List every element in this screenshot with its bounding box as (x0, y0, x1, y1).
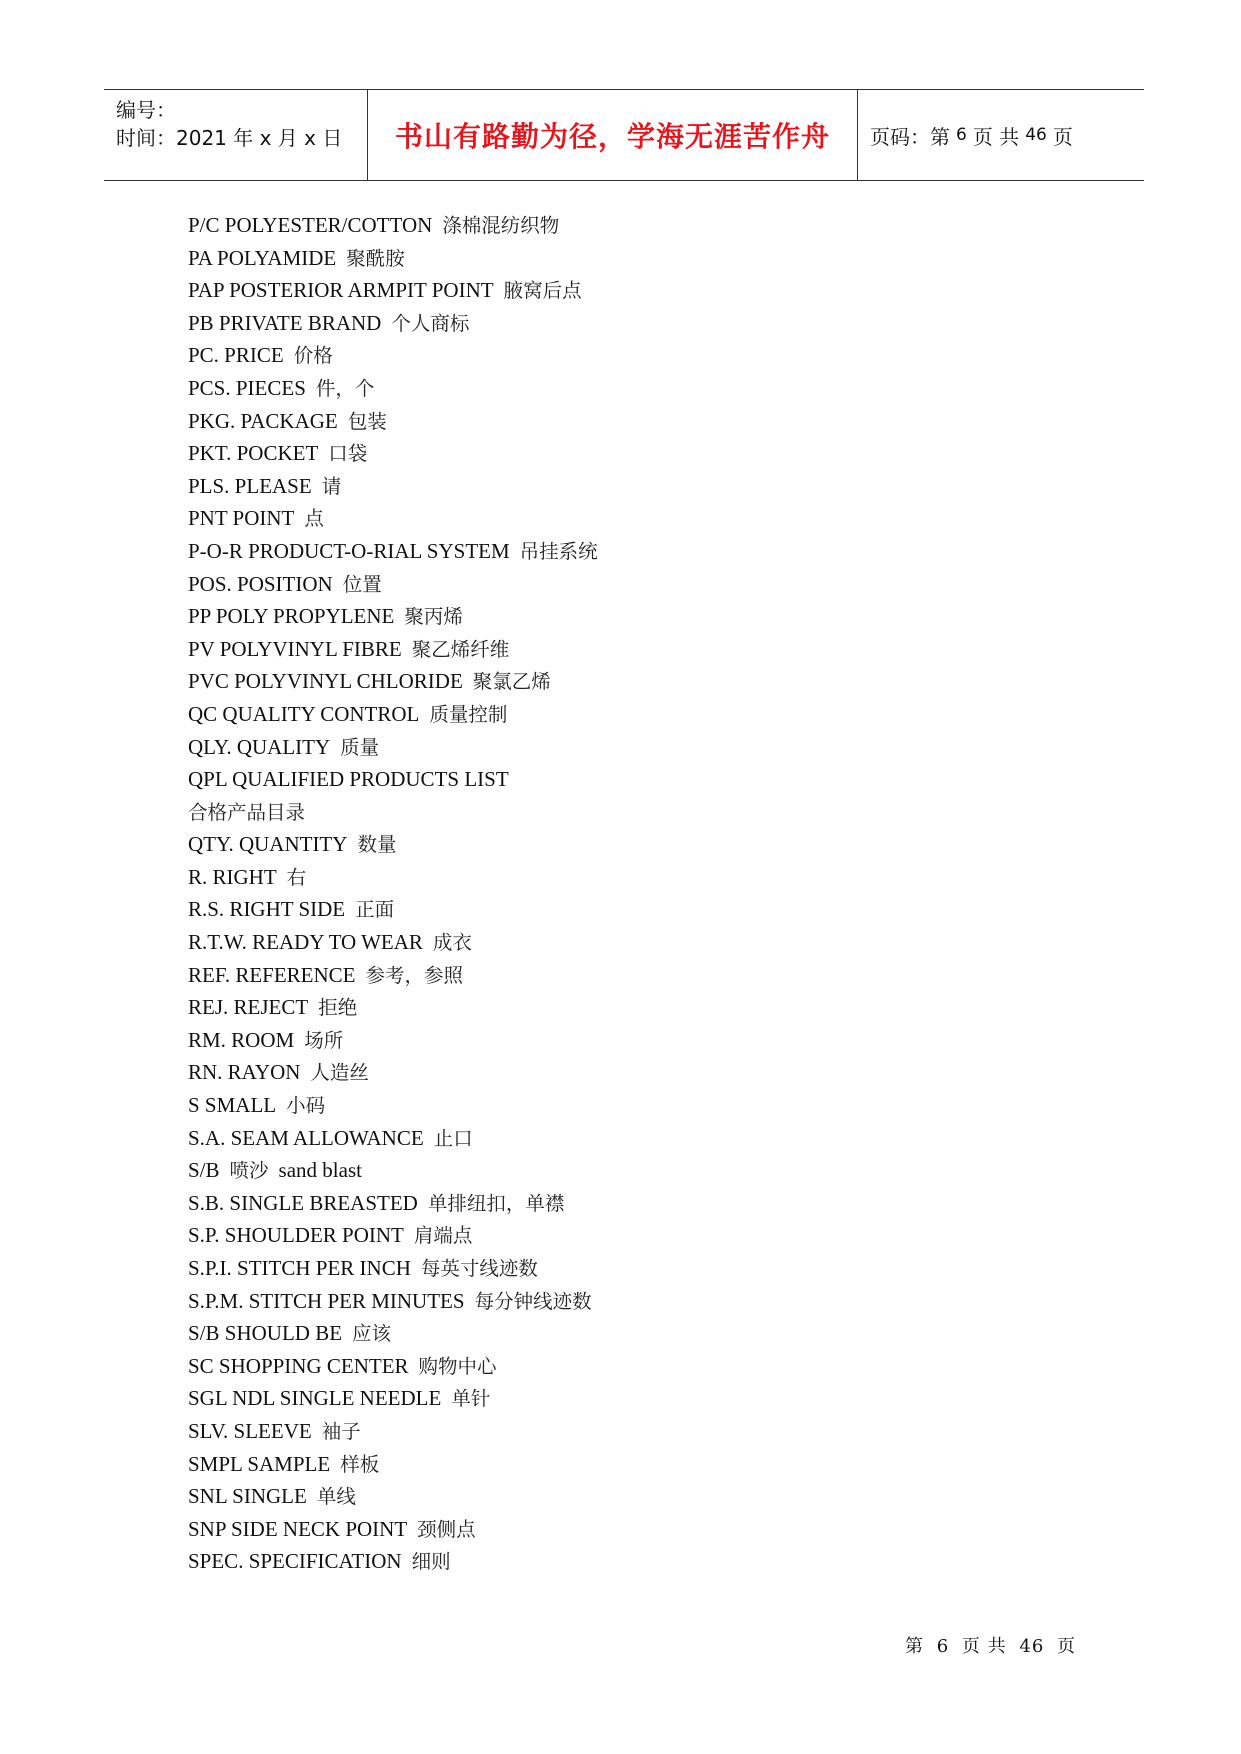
glossary-entry (188, 1513, 1088, 1546)
entry-translation: 质量控制 (429, 702, 508, 726)
glossary-entry (188, 1187, 1088, 1220)
glossary-entry (188, 1415, 1088, 1448)
entry-abbreviation: S/B (188, 1158, 220, 1183)
entry-abbreviation: PV POLYVINYL FIBRE (188, 636, 402, 661)
header-page-cell (858, 90, 1144, 180)
glossary-entry (188, 698, 1088, 731)
entry-translation: 正面 (355, 898, 395, 922)
entry-translation: 口袋 (328, 442, 368, 466)
entry-translation: 聚氯乙烯 (472, 670, 551, 694)
glossary-entry (188, 1382, 1088, 1415)
glossary-entry (188, 665, 1088, 698)
glossary-entry (188, 405, 1088, 438)
page-suffix: 页 (1052, 124, 1073, 149)
glossary-entry (188, 991, 1088, 1024)
glossary-entry (188, 470, 1088, 503)
entry-abbreviation: SPEC. SPECIFICATION (188, 1549, 402, 1574)
entry-translation: 位置 (342, 572, 382, 596)
footer-mid: 页 共 (961, 1636, 1007, 1657)
glossary-list (188, 209, 1088, 1589)
glossary-entry (188, 209, 1088, 242)
glossary-entry (188, 1089, 1088, 1122)
entry-translation: 样板 (340, 1452, 380, 1476)
entry-translation: 聚乙烯纤维 (411, 637, 510, 661)
entry-translation: 个人商标 (391, 311, 470, 335)
glossary-entry (188, 1285, 1088, 1318)
entry-abbreviation: QC QUALITY CONTROL (188, 701, 420, 726)
page-footer (905, 1632, 1082, 1658)
entry-abbreviation: PKT. POCKET (188, 441, 319, 466)
entry-abbreviation: SC SHOPPING CENTER (188, 1353, 409, 1378)
entry-translation: 点 (304, 507, 324, 531)
page-prefix: 页码：第 (870, 124, 950, 149)
entry-abbreviation: S/B SHOULD BE (188, 1321, 343, 1346)
entry-translation: 质量 (340, 735, 380, 759)
entry-abbreviation: PP POLY PROPYLENE (188, 604, 395, 629)
entry-abbreviation: REJ. REJECT (188, 995, 309, 1020)
glossary-entry (188, 437, 1088, 470)
entry-translation: 价格 (293, 344, 333, 368)
entry-translation: 每分钟线迹数 (474, 1289, 592, 1313)
glossary-entry (188, 1252, 1088, 1285)
header-motto-cell (368, 90, 858, 180)
glossary-entry (188, 1056, 1088, 1089)
entry-translation: 腋窝后点 (503, 279, 582, 303)
entry-translation: 参考，参照 (365, 963, 464, 987)
glossary-entry (188, 926, 1088, 959)
entry-abbreviation: QPL QUALIFIED PRODUCTS LIST (188, 767, 509, 792)
entry-abbreviation: P/C POLYESTER/COTTON (188, 213, 433, 237)
entry-abbreviation: PVC POLYVINYL CHLORIDE (188, 669, 463, 694)
footer-page-number: 6 (936, 1636, 950, 1657)
entry-abbreviation: R.S. RIGHT SIDE (188, 897, 346, 922)
entry-translation: 单针 (451, 1387, 491, 1411)
glossary-entry (188, 633, 1088, 666)
entry-abbreviation: PA POLYAMIDE (188, 245, 337, 270)
entry-abbreviation: PB PRIVATE BRAND (188, 310, 382, 335)
glossary-entry (188, 828, 1088, 861)
glossary-entry (188, 796, 1088, 829)
entry-abbreviation: PAP POSTERIOR ARMPIT POINT (188, 278, 494, 303)
entry-abbreviation: QTY. QUANTITY (188, 832, 348, 857)
entry-translation: 吊挂系统 (519, 539, 598, 563)
glossary-entry (188, 1480, 1088, 1513)
entry-translation: 件，个 (315, 376, 375, 400)
entry-translation: 肩端点 (413, 1224, 473, 1248)
footer-prefix: 第 (905, 1636, 924, 1657)
glossary-entry (188, 1448, 1088, 1481)
entry-translation: 止口 (433, 1126, 473, 1150)
entry-translation: 颈侧点 (417, 1517, 476, 1541)
entry-translation: 聚丙烯 (404, 605, 463, 629)
page-total: 46 (1025, 125, 1047, 145)
entry-translation: 单线 (316, 1485, 356, 1509)
entry-abbreviation: R. RIGHT (188, 864, 277, 889)
entry-translation: 聚酰胺 (346, 246, 405, 270)
entry-translation: 涤棉混纺织物 (442, 214, 560, 237)
entry-abbreviation: P-O-R PRODUCT-O-RIAL SYSTEM (188, 538, 510, 563)
glossary-entry (188, 242, 1088, 275)
time-label: 时间：2021 年 x 月 x 日 (116, 126, 343, 150)
entry-translation: 应该 (352, 1322, 392, 1346)
entry-abbreviation: PCS. PIECES (188, 375, 306, 400)
entry-abbreviation: RM. ROOM (188, 1027, 295, 1052)
entry-abbreviation: S.P.M. STITCH PER MINUTES (188, 1288, 465, 1313)
entry-translation: 包装 (347, 409, 387, 433)
glossary-entry (188, 1219, 1088, 1252)
glossary-entry (188, 1024, 1088, 1057)
entry-abbreviation: REF. REFERENCE (188, 962, 356, 987)
glossary-entry (188, 763, 1088, 796)
glossary-entry (188, 339, 1088, 372)
entry-translation: 合格产品目录 (188, 800, 306, 824)
entry-translation: 购物中心 (418, 1354, 497, 1378)
glossary-entry (188, 1317, 1088, 1350)
entry-abbreviation: R.T.W. READY TO WEAR (188, 930, 423, 955)
glossary-entry (188, 274, 1088, 307)
glossary-entry (188, 893, 1088, 926)
footer-suffix: 页 (1057, 1636, 1077, 1657)
footer-page-total: 46 (1019, 1636, 1045, 1657)
header-table (104, 89, 1144, 181)
entry-abbreviation: S.P.I. STITCH PER INCH (188, 1256, 411, 1280)
entry-translation: 细则 (411, 1550, 451, 1574)
entry-abbreviation: PLS. PLEASE (188, 473, 312, 498)
entry-abbreviation: SLV. SLEEVE (188, 1418, 312, 1443)
entry-translation: 袖子 (321, 1419, 361, 1443)
header-meta-cell (104, 90, 368, 180)
entry-english-note: sand blast (278, 1158, 362, 1183)
entry-translation: 拒绝 (318, 996, 358, 1020)
glossary-entry (188, 502, 1088, 535)
glossary-entry (188, 861, 1088, 894)
glossary-entry (188, 731, 1088, 764)
entry-translation: 每英寸线迹数 (420, 1257, 538, 1280)
entry-abbreviation: SNL SINGLE (188, 1484, 307, 1509)
entry-abbreviation: S.P. SHOULDER POINT (188, 1223, 404, 1248)
glossary-entry (188, 535, 1088, 568)
entry-translation: 成衣 (432, 931, 472, 955)
serial-label: 编号： (116, 98, 176, 122)
entry-abbreviation: S SMALL (188, 1093, 277, 1118)
glossary-entry (188, 1122, 1088, 1155)
entry-translation: 小码 (286, 1094, 326, 1118)
glossary-entry (188, 307, 1088, 340)
glossary-entry (188, 1545, 1088, 1578)
glossary-entry (188, 1154, 1088, 1187)
entry-abbreviation: PC. PRICE (188, 343, 284, 368)
entry-abbreviation: RN. RAYON (188, 1060, 301, 1085)
page-mid: 页 共 (972, 124, 1020, 149)
entry-translation: 单排纽扣，单襟 (427, 1191, 565, 1215)
entry-abbreviation: S.A. SEAM ALLOWANCE (188, 1125, 424, 1150)
entry-translation: 请 (321, 474, 342, 498)
entry-abbreviation: SGL NDL SINGLE NEEDLE (188, 1386, 442, 1411)
entry-abbreviation: POS. POSITION (188, 571, 333, 596)
motto-text: 书山有路勤为径，学海无涯苦作舟 (394, 120, 830, 153)
glossary-entry (188, 568, 1088, 601)
glossary-entry (188, 372, 1088, 405)
entry-translation: 人造丝 (310, 1061, 369, 1085)
entry-abbreviation: SNP SIDE NECK POINT (188, 1516, 408, 1541)
entry-translation: 场所 (304, 1028, 344, 1052)
page-number: 6 (956, 125, 967, 145)
entry-translation: 右 (286, 865, 307, 889)
glossary-entry (188, 600, 1088, 633)
glossary-entry (188, 1350, 1088, 1383)
entry-abbreviation: PNT POINT (188, 506, 295, 531)
entry-translation: 喷沙 (229, 1159, 269, 1183)
entry-translation: 数量 (357, 833, 397, 857)
entry-abbreviation: SMPL SAMPLE (188, 1451, 331, 1476)
entry-abbreviation: S.B. SINGLE BREASTED (188, 1190, 418, 1215)
glossary-entry (188, 959, 1088, 992)
entry-abbreviation: PKG. PACKAGE (188, 408, 338, 433)
entry-abbreviation: QLY. QUALITY (188, 734, 331, 759)
